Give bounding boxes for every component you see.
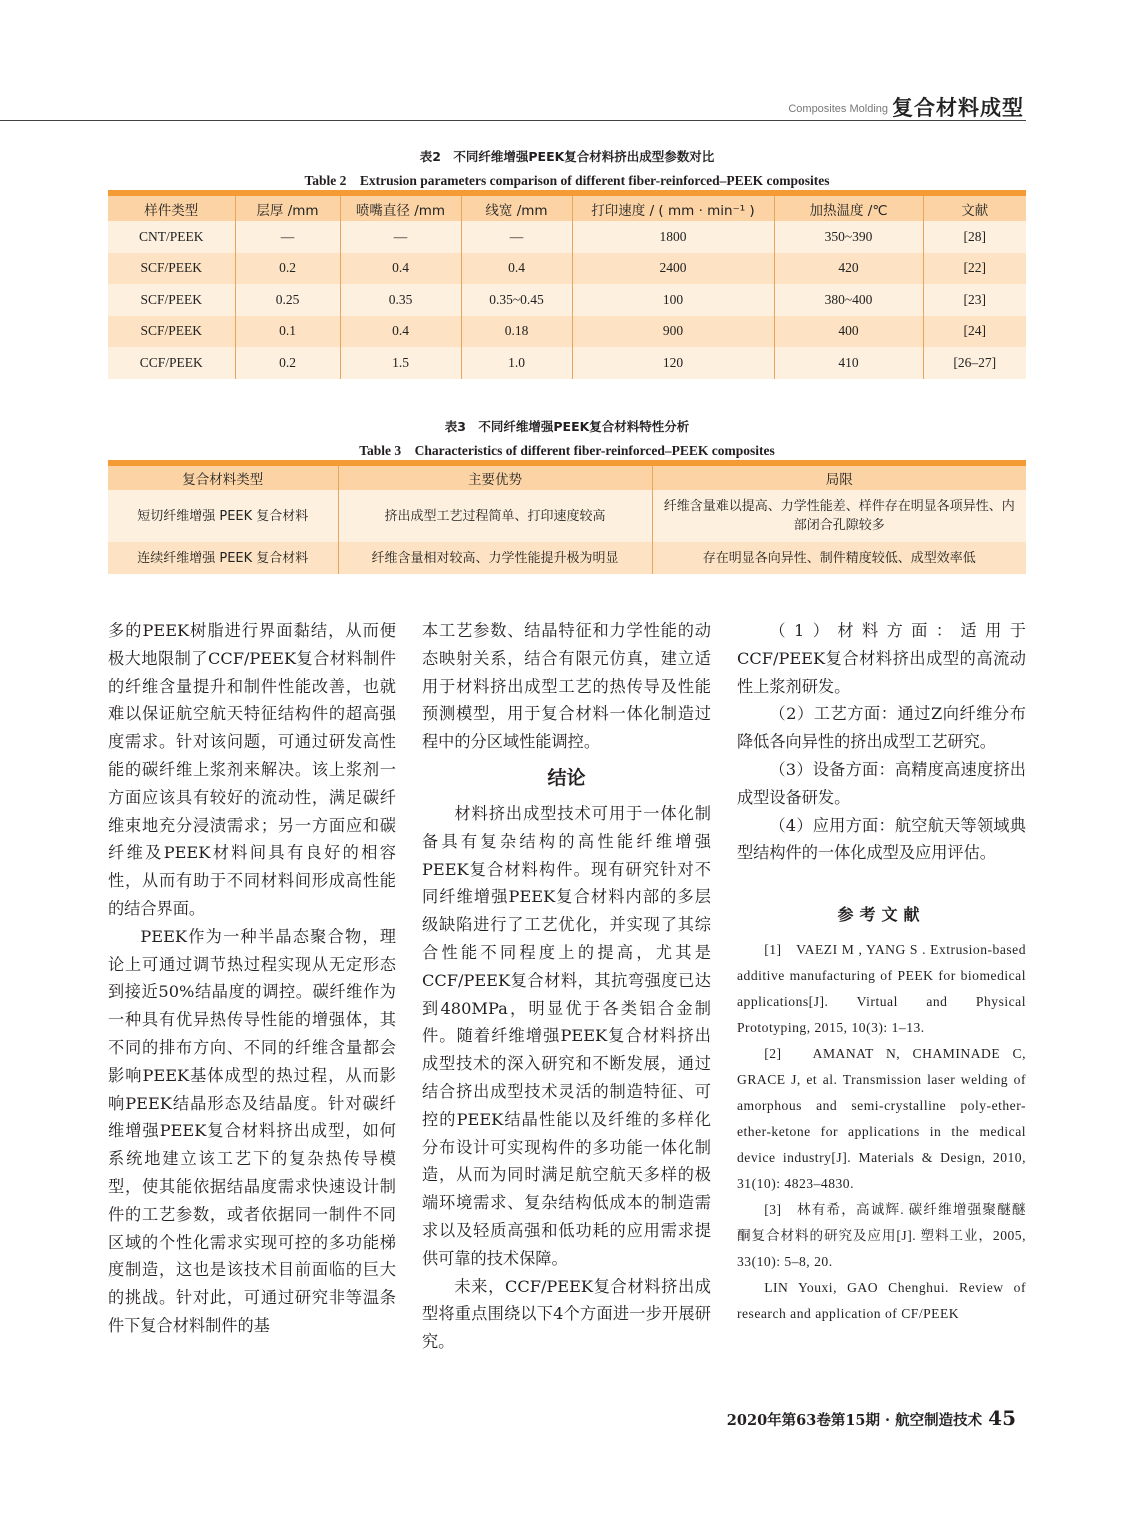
table2-header-cell: 样件类型 xyxy=(108,193,235,221)
reference-item: LIN Youxi, GAO Chenghui. Review of research and application of CF/PEEK xyxy=(737,1279,1026,1321)
table2-cell: SCF/PEEK xyxy=(108,253,235,285)
table2-cell: [24] xyxy=(923,316,1026,348)
table3 xyxy=(108,460,1026,574)
table3-cell: 纤维含量难以提高、力学性能差、样件存在明显各项异性、内部闭合孔隙较多 xyxy=(652,490,1026,542)
table2-cell: 0.25 xyxy=(235,284,340,316)
table3-row xyxy=(108,490,1026,542)
table2-cell: 0.4 xyxy=(340,316,461,348)
page-number: 45 xyxy=(988,1406,1016,1430)
table3-caption-en: Table 3 Characteristics of different fiber-reinforced–PEEK composites xyxy=(359,443,775,458)
table2-cell: 2400 xyxy=(572,253,774,285)
issue-info: 2020年第63卷第15期 · 航空制造技术 xyxy=(726,1412,983,1429)
table3-cell: 短切纤维增强 PEEK 复合材料 xyxy=(108,490,338,542)
table2-cell: CNT/PEEK xyxy=(108,221,235,253)
table2-row xyxy=(108,253,1026,285)
body-column-2 xyxy=(422,617,711,1356)
table2-cell: 0.2 xyxy=(235,347,340,379)
table2-header-cell: 线宽 /mm xyxy=(461,193,572,221)
table3-cell: 挤出成型工艺过程简单、打印速度较高 xyxy=(338,490,652,542)
references-title: 参考文献 xyxy=(837,905,926,925)
table2-cell: SCF/PEEK xyxy=(108,284,235,316)
table2-cell: 410 xyxy=(774,347,923,379)
list-item: （4）应用方面：航空航天等领域典型结构件的一体化成型及应用评估。 xyxy=(737,815,1026,863)
reference-item: [3] 林有希，高诚辉. 碳纤维增强聚醚醚酮复合材料的研究及应用[J]. 塑料工业，2005, 33(10): 5–8, 20. xyxy=(737,1201,1026,1269)
table2-cell: 350~390 xyxy=(774,221,923,253)
table2 xyxy=(108,190,1026,379)
table2-cell: 0.2 xyxy=(235,253,340,285)
page-footer xyxy=(727,1406,1016,1430)
table2-header-cell: 喷嘴直径 /mm xyxy=(340,193,461,221)
body-column-3 xyxy=(737,617,1026,1327)
table2-cell: 380~400 xyxy=(774,284,923,316)
table2-cell: 0.35~0.45 xyxy=(461,284,572,316)
section-title-conclusion: 结论 xyxy=(547,766,586,789)
table2-cell: 1.0 xyxy=(461,347,572,379)
table3-header-row xyxy=(108,463,1026,490)
table2-row xyxy=(108,221,1026,253)
table2-cell: — xyxy=(235,221,340,253)
journal-name-cn: 复合材料成型 xyxy=(892,95,1024,120)
journal-name-en: Composites Molding xyxy=(788,103,888,115)
table2-row xyxy=(108,316,1026,348)
list-item: （2）工艺方面：通过Z向纤维分布降低各向异性的挤出成型工艺研究。 xyxy=(737,704,1026,752)
table2-cell: 0.1 xyxy=(235,316,340,348)
table2-cell: 120 xyxy=(572,347,774,379)
table3-header-cell: 主要优势 xyxy=(338,463,652,490)
table2-cell: 0.35 xyxy=(340,284,461,316)
table2-cell: — xyxy=(461,221,572,253)
table2-cell: 1.5 xyxy=(340,347,461,379)
table2-header-row xyxy=(108,193,1026,221)
table2-cell: 900 xyxy=(572,316,774,348)
table3-caption-cn: 表3 不同纤维增强PEEK复合材料特性分析 xyxy=(444,419,690,434)
table3-header-cell: 局限 xyxy=(652,463,1026,490)
table2-caption-cn: 表2 不同纤维增强PEEK复合材料挤出成型参数对比 xyxy=(419,149,715,164)
table2-cell: 420 xyxy=(774,253,923,285)
table2-header-cell: 层厚 /mm xyxy=(235,193,340,221)
table2-header-cell: 打印速度 / ( mm · min⁻¹ ) xyxy=(572,193,774,221)
table3-row xyxy=(108,542,1026,574)
table2-header-cell: 文献 xyxy=(923,193,1026,221)
table2-cell: 0.4 xyxy=(461,253,572,285)
header-rule xyxy=(0,120,1026,121)
table3-cell: 连续纤维增强 PEEK 复合材料 xyxy=(108,542,338,574)
table2-cell: — xyxy=(340,221,461,253)
body-column-1 xyxy=(108,617,396,1340)
table2-cell: CCF/PEEK xyxy=(108,347,235,379)
paragraph: 未来，CCF/PEEK复合材料挤出成型将重点围绕以下4个方面进一步开展研究。 xyxy=(422,1276,711,1352)
table2-caption-en: Table 2 Extrusion parameters comparison of different fiber-reinforced–PEEK composites xyxy=(304,173,830,188)
paragraph: 本工艺参数、结晶特征和力学性能的动态映射关系，结合有限元仿真，建立适用于材料挤出成型工艺的热传导及性能预测模型，用于复合材料一体化制造过程中的分区域性能调控。 xyxy=(422,621,711,752)
table2-cell: 400 xyxy=(774,316,923,348)
list-item: （1）材料方面：适用于CCF/PEEK复合材料挤出成型的高流动性上浆剂研发。 xyxy=(737,621,1026,696)
table2-cell: [26–27] xyxy=(923,347,1026,379)
table2-header-cell: 加热温度 /℃ xyxy=(774,193,923,221)
table2-cell: 100 xyxy=(572,284,774,316)
table2-row xyxy=(108,284,1026,316)
table2-row xyxy=(108,347,1026,379)
table3-header-cell: 复合材料类型 xyxy=(108,463,338,490)
paragraph: 材料挤出成型技术可用于一体化制备具有复杂结构的高性能纤维增强PEEK复合材料构件。现有研究针对不同纤维增强PEEK复合材料内部的多层级缺陷进行了工艺优化，并实现了其综合性能不同程度上的提高，尤其是CCF/PEEK复合材料，其抗弯强度已达到480MPa，明显优于各类铝合金制件。随着纤维增强PEEK复合材料挤出成型技术的深入研究和不断发展，通过结合挤出成型技术灵活的制造特征、可控的PEEK结晶性能以及纤维的多样化分布设计可实现构件的多功能一体化制造，从而为同时满足航空航天多样的极端环境需求、复杂结构低成本的制造需求以及轻质高强和低功耗的应用需求提供可靠的技术保障。 xyxy=(422,803,711,1268)
table2-cell: 1800 xyxy=(572,221,774,253)
table2-cell: 0.4 xyxy=(340,253,461,285)
table2-cell: [22] xyxy=(923,253,1026,285)
table3-cell: 存在明显各向异性、制件精度较低、成型效率低 xyxy=(652,542,1026,574)
table3-cell: 纤维含量相对较高、力学性能提升极为明显 xyxy=(338,542,652,574)
paragraph: PEEK作为一种半晶态聚合物，理论上可通过调节热过程实现从无定形态到接近50%结晶度的调控。碳纤维作为一种具有优异热传导性能的增强体，其不同的排布方向、不同的纤维含量都会影响PEEK基体成型的热过程，从而影响PEEK结晶形态及结晶度。针对碳纤维增强PEEK复合材料挤出成型，如何系统地建立该工艺下的复杂热传导模型，使其能依据结晶度需求快速设计制件的工艺参数，或者依据同一制件不同区域的个性化需求实现可控的多功能梯度制造，这也是该技术目前面临的巨大的挑战。针对此，可通过研究非等温条件下复合材料制件的基 xyxy=(108,926,396,1335)
list-item: （3）设备方面：高精度高速度挤出成型设备研发。 xyxy=(737,759,1026,807)
table2-cell: [28] xyxy=(923,221,1026,253)
reference-item: [2] AMANAT N, CHAMINADE C, GRACE J, et al. Transmission laser welding of amorphous and semi-crystalline poly-ether-ether-ketone for applications in the medical device industry[J]. Materials & Design, 2010, 31(10): 4823–4830. xyxy=(737,1045,1026,1191)
table2-cell: [23] xyxy=(923,284,1026,316)
paragraph: 多的PEEK树脂进行界面黏结，从而便极大地限制了CCF/PEEK复合材料制件的纤维含量提升和制件性能改善，也就难以保证航空航天特征结构件的超高强度需求。针对该问题，可通过研发高性能的碳纤维上浆剂来解决。该上浆剂一方面应该具有较好的流动性，满足碳纤维束地充分浸渍需求；另一方面应和碳纤维及PEEK材料间具有良好的相容性，从而有助于不同材料间形成高性能的结合界面。 xyxy=(108,621,396,918)
table2-cell: SCF/PEEK xyxy=(108,316,235,348)
table2-cell: 0.18 xyxy=(461,316,572,348)
reference-item: [1] VAEZI M , YANG S . Extrusion-based additive manufacturing of PEEK for biomedical applications[J]. Virtual and Physical Prototyping, 2015, 10(3): 1–13. xyxy=(737,941,1026,1035)
